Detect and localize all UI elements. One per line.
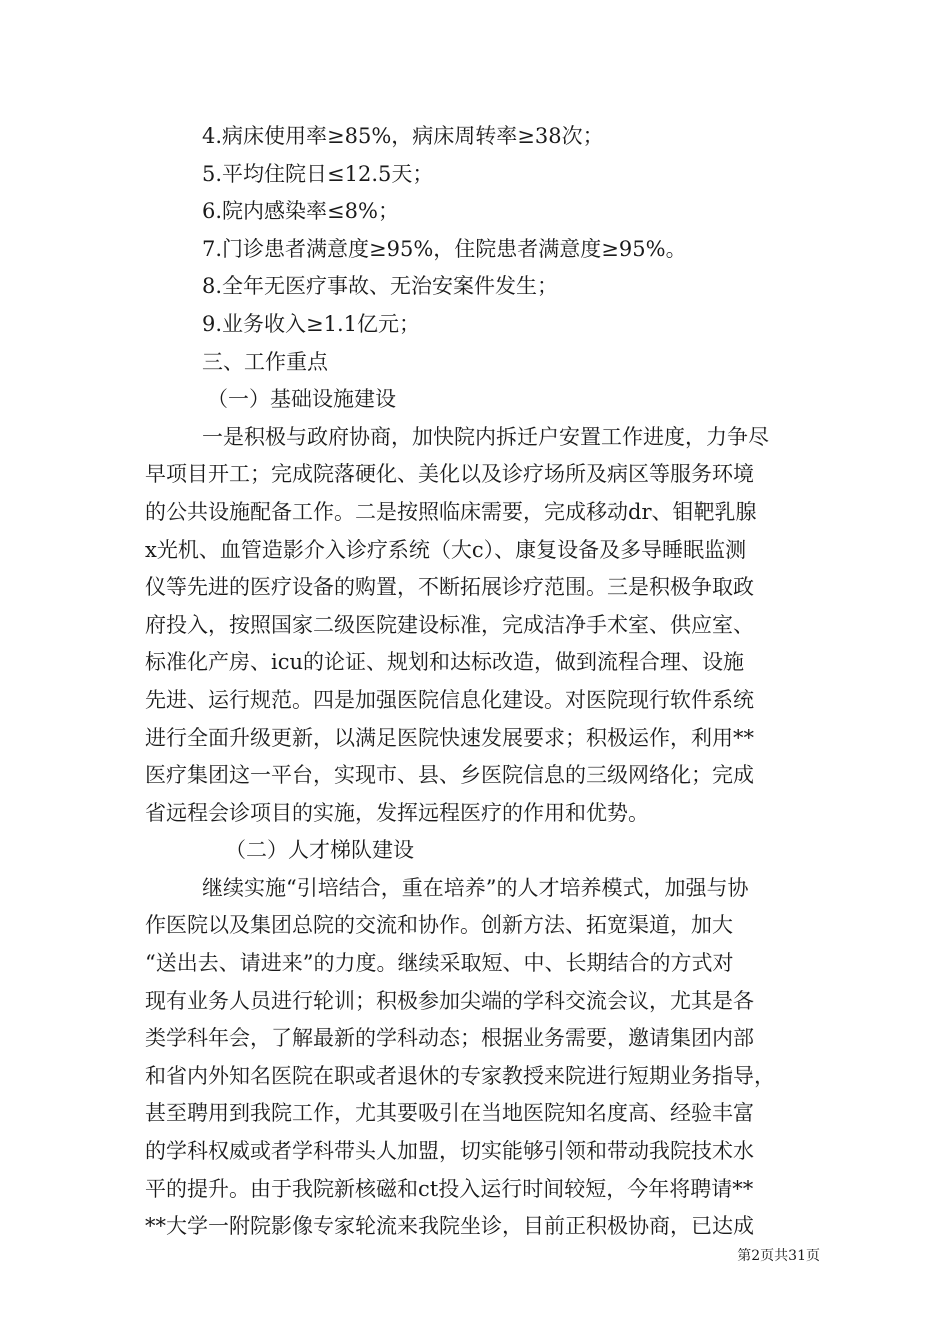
section-heading: 三、工作重点	[202, 349, 328, 374]
text-line: 5.平均住院日≤12.5天；	[202, 161, 434, 186]
paragraph-line: **大学一附院影像专家轮流来我院坐诊，目前正积极协商，已达成	[145, 1214, 754, 1239]
paragraph-line: 省远程会诊项目的实施，发挥远程医疗的作用和优势。	[145, 800, 649, 825]
paragraph-line: 医疗集团这一平台，实现市、县、乡医院信息的三级网络化；完成	[145, 763, 754, 788]
paragraph-line: 先进、运行规范。四是加强医院信息化建设。对医院现行软件系统	[145, 687, 754, 712]
paragraph-line: 府投入，按照国家二级医院建设标准，完成洁净手术室、供应室、	[145, 612, 754, 637]
subsection-heading: （一）基础设施建设	[207, 387, 396, 412]
paragraph-line: 一是积极与政府协商，加快院内拆迁户安置工作进度，力争尽	[202, 424, 769, 449]
subsection-heading: （二）人才梯队建设	[225, 838, 414, 863]
paragraph-line: “送出去、请进来”的力度。继续采取短、中、长期结合的方式对	[145, 951, 734, 976]
paragraph-line: 类学科年会，了解最新的学科动态；根据业务需要，邀请集团内部	[145, 1026, 754, 1051]
paragraph-line: 的公共设施配备工作。二是按照临床需要，完成移动dr、钼靶乳腺	[145, 499, 757, 524]
paragraph-line: 作医院以及集团总院的交流和协作。创新方法、拓宽渠道，加大	[145, 913, 733, 938]
paragraph-line: 仪等先进的医疗设备的购置，不断拓展诊疗范围。三是积极争取政	[145, 575, 754, 600]
paragraph-line: 现有业务人员进行轮训；积极参加尖端的学科交流会议，尤其是各	[145, 988, 754, 1013]
paragraph-line: 平的提升。由于我院新核磁和ct投入运行时间较短，今年将聘请**	[145, 1176, 754, 1201]
document-body	[145, 118, 815, 1246]
paragraph-line: 继续实施“引培结合，重在培养”的人才培养模式，加强与协	[202, 875, 749, 900]
paragraph-line: 进行全面升级更新，以满足医院快速发展要求；积极运作，利用**	[145, 725, 754, 750]
paragraph-line: 和省内外知名医院在职或者退休的专家教授来院进行短期业务指导，	[145, 1063, 775, 1088]
page-number: 第2页共31页	[737, 1248, 820, 1264]
text-line: 9.业务收入≥1.1亿元；	[202, 311, 421, 336]
text-line: 4.病床使用率≥85%，病床周转率≥38次；	[202, 124, 604, 148]
paragraph-line: x光机、血管造影介入诊疗系统（大c）、康复设备及多导睡眠监测	[145, 537, 747, 562]
text-line: 8.全年无医疗事故、无治安案件发生；	[202, 274, 559, 299]
paragraph-line: 甚至聘用到我院工作，尤其要吸引在当地医院知名度高、经验丰富	[145, 1101, 754, 1126]
paragraph-line: 早项目开工；完成院落硬化、美化以及诊疗场所及病区等服务环境	[145, 462, 754, 487]
paragraph-line: 的学科权威或者学科带头人加盟，切实能够引领和带动我院技术水	[145, 1139, 754, 1164]
text-line: 7.门诊患者满意度≥95%，住院患者满意度≥95%。	[202, 236, 687, 261]
paragraph-line: 标准化产房、icu的论证、规划和达标改造，做到流程合理、设施	[145, 650, 744, 675]
text-line: 6.院内感染率≤8%；	[202, 199, 399, 224]
